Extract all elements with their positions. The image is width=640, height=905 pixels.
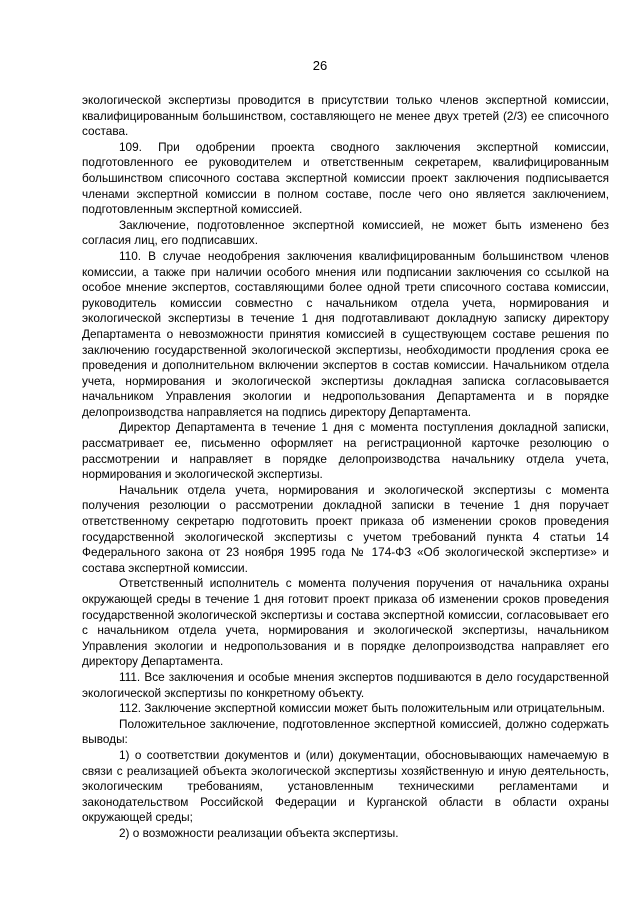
document-body	[82, 93, 609, 842]
paragraph: Ответственный исполнитель с момента получения поручения от начальника охраны окружающей среды в течение 1 дня готовит проект приказа об изменении сроков проведения государственной экологической экспертизы и состава экспертной комиссии, согласовывает его с начальником отдела учета, нормирования и экологической экспертизы, начальником Управления экологии и недропользования и в порядке делопроизводства направляет его директору Департамента.	[82, 576, 609, 669]
paragraph-110: 110. В случае неодобрения заключения квалифицированным большинством членов комиссии, а также при наличии особого мнения или подписании заключения со ссылкой на особое мнение экспертов, составляющими более одной трети списочного состава комиссии, руководитель комиссии совместно с начальником отдела учета, нормирования и экологической экспертизы в течение 1 дня подготавливают докладную записку директору Департамента о невозможности принятия комиссией в существующем составе решения по заключению государственной экологической экспертизы, необходимости продления срока ее проведения и дополнительном включении экспертов в состав комиссии. Начальником отдела учета, нормирования и экологической экспертизы докладная записка согласовывается начальником Управления экологии и недропользования Департамента и в порядке делопроизводства направляется на подпись директору Департамента.	[82, 248, 609, 419]
paragraph: экологической экспертизы проводится в присутствии только членов экспертной комиссии, квалифицированным большинством, составляющего не менее двух третей (2/3) ее списочного состава.	[82, 93, 609, 139]
paragraph: Директор Департамента в течение 1 дня с момента поступления докладной записки, рассматривает ее, письменно оформляет на регистрационной карточке резолюцию о рассмотрении и направляет в порядке делопроизводства начальнику отдела учета, нормирования и экологической экспертизы.	[82, 420, 609, 482]
paragraph-112: 112. Заключение экспертной комиссии может быть положительным или отрицательным.	[119, 701, 605, 716]
paragraph: Положительное заключение, подготовленное экспертной комиссией, должно содержать выводы:	[82, 716, 609, 747]
list-item: 1) о соответствии документов и (или) документации, обосновывающих намечаемую в связи с реализацией объекта экологической экспертизы хозяйственную и иную деятельность, экологическим требованиям, установленным техническими регламентами и законодательством Российской Федерации и Курганской области в области охраны окружающей среды;	[82, 747, 609, 825]
paragraph: Заключение, подготовленное экспертной комиссией, не может быть изменено без согласия лиц, его подписавших.	[82, 217, 609, 248]
paragraph-109: 109. При одобрении проекта сводного заключения экспертной комиссии, подготовленного ее руководителем и ответственным секретарем, квалифицированным большинством списочного состава экспертной комиссии проект заключения подписывается членами экспертной комиссии в полном составе, после чего оно является заключением, подготовленным экспертной комиссией.	[82, 139, 609, 217]
paragraph: Начальник отдела учета, нормирования и экологической экспертизы с момента получения резолюции о рассмотрении докладной записки в течение 1 дня поручает ответственному секретарю подготовить проект приказа об изменении сроков проведения государственной экологической экспертизы с учетом требований пункта 4 статьи 14 Федерального закона от 23 ноября 1995 года № 174-ФЗ «Об экологической экспертизе» и состава экспертной комиссии.	[82, 482, 609, 575]
page-number: 26	[312, 58, 328, 73]
paragraph-111: 111. Все заключения и особые мнения экспертов подшиваются в дело государственной экологической экспертизы по конкретному объекту.	[82, 669, 609, 700]
list-item: 2) о возможности реализации объекта экспертизы.	[119, 825, 399, 840]
